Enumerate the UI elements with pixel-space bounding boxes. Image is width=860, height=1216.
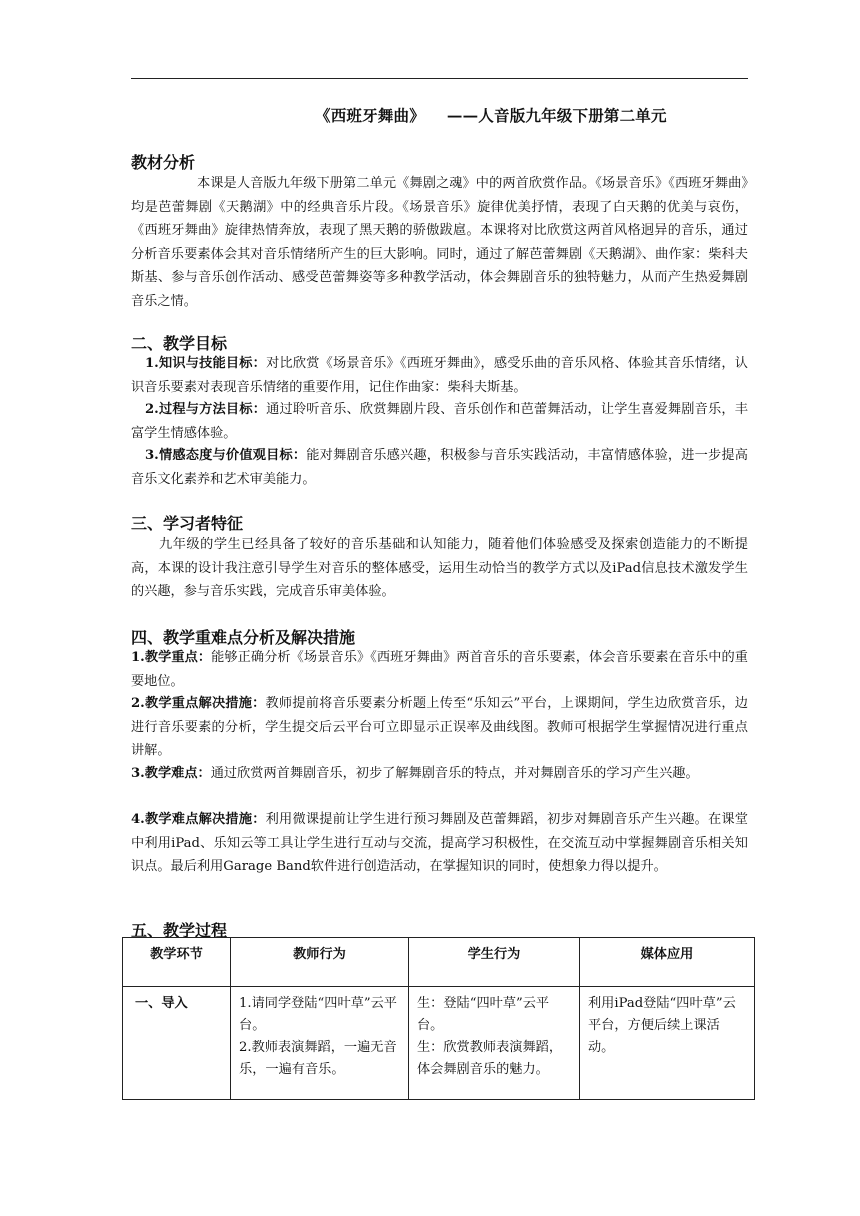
student-step-2: 生：欣赏教师表演舞蹈，体会舞剧音乐的魅力。 bbox=[416, 1040, 563, 1077]
col-header-stage: 教学环节 bbox=[123, 938, 231, 987]
keypoint-1 bbox=[131, 646, 748, 693]
col-header-media: 媒体应用 bbox=[580, 938, 755, 987]
objective-3-text: 能对舞剧音乐感兴趣，积极参与音乐实践活动，丰富情感体验，进一步提高音乐文化素养和艺术审美能力。 bbox=[131, 448, 748, 487]
keypoint-3-label: 3.教学难点： bbox=[131, 766, 211, 781]
section3-body: 九年级的学生已经具备了较好的音乐基础和认知能力，随着他们体验感受及探索创造能力的不断提高，本课的设计我注意引导学生对音乐的整体感受，运用生动恰当的教学方式以及iPad信息技术激发学生的兴趣，参与音乐实践，完成音乐审美体验。 bbox=[131, 537, 748, 600]
keypoint-2 bbox=[131, 692, 748, 763]
objective-2-label: 2.过程与方法目标： bbox=[145, 402, 267, 417]
objective-3 bbox=[131, 444, 748, 491]
keypoint-4 bbox=[131, 808, 748, 879]
keypoint-4-text: 利用微课提前让学生进行预习舞剧及芭蕾舞蹈，初步对舞剧音乐产生兴趣。在课堂中利用iPad、乐知云等工具让学生进行互动与交流，提高学习积极性，在交流互动中掌握舞剧音乐相关知识点。最后利用Garage Band软件进行创造活动，在掌握知识的同时，使想象力得以提升。 bbox=[131, 812, 748, 875]
keypoint-1-label: 1.教学重点： bbox=[131, 650, 212, 665]
col-header-student: 学生行为 bbox=[408, 938, 579, 987]
teacher-step-2: 2.教师表演舞蹈，一遍无音乐，一遍有音乐。 bbox=[239, 1040, 397, 1077]
keypoint-2-text: 教师提前将音乐要素分析题上传至“乐知云”平台，上课期间，学生边欣赏音乐，边进行音乐要素的分析，学生提交后云平台可立即显示正误率及曲线图。教师可根据学生掌握情况进行重点讲解。 bbox=[131, 696, 748, 759]
table-header-row bbox=[123, 938, 755, 987]
section2-heading: 二、教学目标 bbox=[131, 334, 228, 353]
cell-student bbox=[408, 987, 579, 1100]
objective-1-text: 对比欣赏《场景音乐》《西班牙舞曲》，感受乐曲的音乐风格、体验其音乐情绪，认识音乐要素对表现音乐情绪的重要作用，记住作曲家：柴科夫斯基。 bbox=[131, 356, 748, 395]
objective-2-text: 通过聆听音乐、欣赏舞剧片段、音乐创作和芭蕾舞活动，让学生喜爱舞剧音乐，丰富学生情感体验。 bbox=[131, 402, 748, 441]
teacher-step-1: 1.请同学登陆“四叶草”云平台。 bbox=[239, 996, 397, 1033]
cell-media: 利用iPad登陆“四叶草”云平台，方便后续上课活动。 bbox=[580, 987, 755, 1100]
header-rule bbox=[131, 78, 748, 79]
col-header-teacher: 教师行为 bbox=[231, 938, 409, 987]
keypoint-3-text: 通过欣赏两首舞剧音乐，初步了解舞剧音乐的特点，并对舞剧音乐的学习产生兴趣。 bbox=[210, 766, 699, 781]
table-row bbox=[123, 987, 755, 1100]
objective-1 bbox=[131, 352, 748, 399]
keypoint-3 bbox=[131, 762, 748, 786]
keypoint-4-label: 4.教学难点解决措施： bbox=[131, 812, 266, 827]
student-step-1: 生：登陆“四叶草”云平台。 bbox=[416, 996, 550, 1033]
keypoint-2-label: 2.教学重点解决措施： bbox=[131, 696, 266, 711]
document-title bbox=[315, 104, 667, 126]
keypoint-1-text: 能够正确分析《场景音乐》《西班牙舞曲》两首音乐的音乐要素，体会音乐要素在音乐中的重要地位。 bbox=[131, 650, 748, 689]
section5-heading: 五、教学过程 bbox=[131, 921, 228, 940]
section1-body: 本课是人音版九年级下册第二单元《舞剧之魂》中的两首欣赏作品。《场景音乐》《西班牙舞曲》均是芭蕾舞剧《天鹅湖》中的经典音乐片段。《场景音乐》旋律优美抒情，表现了白天鹅的优美与哀伤，《西班牙舞曲》旋律热情奔放，表现了黑天鹅的骄傲跋扈。本课将对比欣赏这两首风格迥异的音乐，通过分析音乐要素体会其对音乐情绪所产生的巨大影响。同时，通过了解芭蕾舞剧《天鹅湖》、曲作家：柴科夫斯基、参与音乐创作活动、感受芭蕾舞姿等多种教学活动，体会舞剧音乐的独特魅力，从而产生热爱舞剧音乐之情。 bbox=[131, 176, 748, 309]
cell-stage: 一、导入 bbox=[123, 987, 231, 1100]
section3-heading: 三、学习者特征 bbox=[131, 514, 244, 533]
teaching-process-table bbox=[122, 937, 755, 1100]
objective-2 bbox=[131, 398, 748, 445]
cell-teacher bbox=[231, 987, 409, 1100]
title-right: ——人音版九年级下册第二单元 bbox=[446, 106, 667, 125]
objective-1-label: 1.知识与技能目标： bbox=[145, 356, 267, 371]
section4-heading: 四、教学重难点分析及解决措施 bbox=[131, 628, 356, 647]
title-left: 《西班牙舞曲》 bbox=[315, 106, 425, 125]
section1-heading: 教材分析 bbox=[131, 153, 196, 172]
objective-3-label: 3.情感态度与价值观目标： bbox=[145, 448, 307, 463]
